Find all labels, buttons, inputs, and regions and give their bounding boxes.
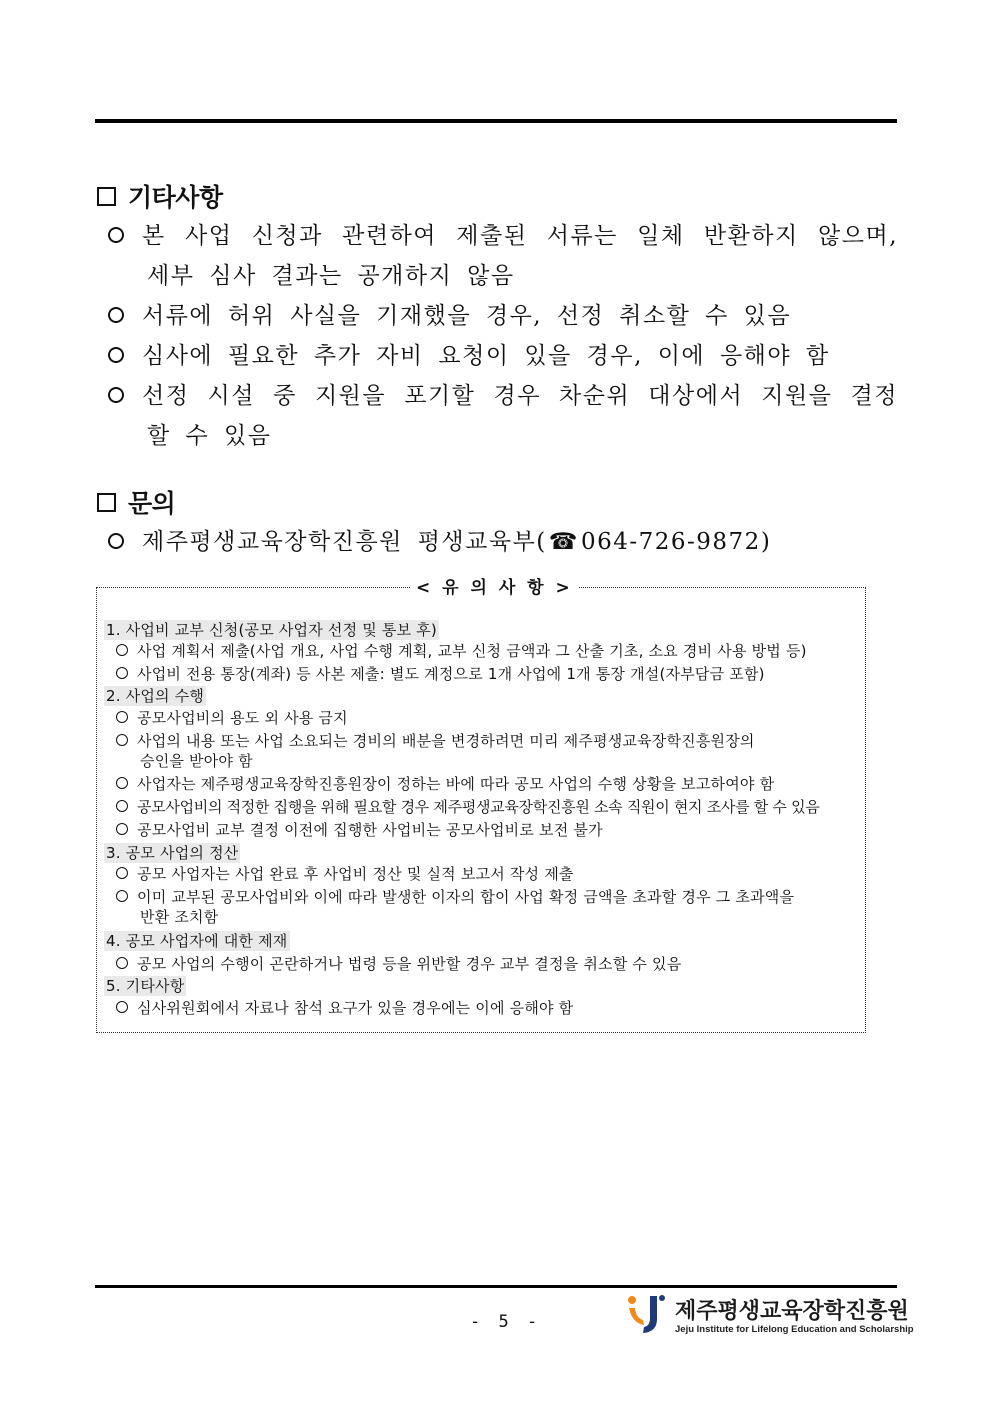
notice-heading: 3. 공모 사업의 정산 — [106, 844, 239, 862]
notice-item: 사업 계획서 제출(사업 개요, 사업 수행 계획, 교부 신청 금액과 그 산출 기초, 소요 경비 사용 방법 등) — [116, 641, 866, 661]
section-heading-other — [97, 178, 223, 214]
notice-item: 사업자는 제주평생교육장학진흥원장이 정하는 바에 따라 공모 사업의 수행 상황을 보고하여야 함 — [116, 774, 866, 794]
circle-bullet-icon — [108, 307, 124, 323]
page-number: - 5 - — [470, 1312, 542, 1332]
notice-item: 이미 교부된 공모사업비와 이에 따라 발생한 이자의 합이 사업 확정 금액을 초과할 경우 그 초과액을 — [116, 887, 866, 907]
notice-heading: 2. 사업의 수행 — [106, 687, 205, 705]
notice-item: 공모 사업의 수행이 곤란하거나 법령 등을 위반할 경우 교부 결정을 취소할 수 있음 — [116, 954, 866, 974]
circle-bullet-icon — [108, 387, 124, 403]
list-item — [108, 216, 898, 256]
bullet-text: 심사에 필요한 추가 자비 요청이 있을 경우, 이에 응해야 함 — [142, 343, 830, 369]
bullet-continuation: 세부 심사 결과는 공개하지 않음 — [147, 263, 515, 289]
square-bullet-icon — [97, 187, 116, 206]
bullet-text: 본 사업 신청과 관련하여 제출된 서류는 일체 반환하지 않으며, — [142, 223, 898, 249]
list-item — [108, 336, 898, 376]
bottom-rule — [95, 1285, 897, 1288]
bullet-text: 선정 시설 중 지원을 포기할 경우 차순위 대상에서 지원을 결정 — [142, 383, 898, 409]
circle-bullet-icon — [116, 890, 128, 902]
notice-item: 공모사업비의 용도 외 사용 금지 — [116, 708, 866, 728]
list-item — [108, 296, 898, 336]
notice-heading: 4. 공모 사업자에 대한 제재 — [106, 932, 288, 950]
notice-item-continuation: 승인을 받아야 함 — [140, 752, 253, 770]
circle-bullet-icon — [108, 533, 124, 549]
notice-heading: 1. 사업비 교부 신청(공모 사업자 선정 및 통보 후) — [106, 621, 437, 639]
phone-icon: ☎ — [548, 529, 579, 555]
circle-bullet-icon — [108, 227, 124, 243]
contact-org: 제주평생교육장학진흥원 평생교육부( — [142, 529, 547, 555]
notice-item: 심사위원회에서 자료나 참석 요구가 있을 경우에는 이에 응해야 함 — [116, 998, 866, 1018]
circle-bullet-icon — [116, 1001, 128, 1013]
circle-bullet-icon — [116, 867, 128, 879]
square-bullet-icon — [97, 493, 116, 512]
circle-bullet-icon — [116, 667, 128, 679]
notice-item: 사업비 전용 통장(계좌) 등 사본 제출: 별도 계정으로 1개 사업에 1개 통장 개설(자부담금 포함) — [116, 664, 866, 684]
notice-heading: 5. 기타사항 — [106, 977, 185, 995]
contact-text — [142, 522, 898, 562]
circle-bullet-icon — [116, 711, 128, 723]
contact-item — [108, 522, 898, 562]
notice-item: 공모사업비 교부 결정 이전에 집행한 사업비는 공모사업비로 보전 불가 — [116, 820, 866, 840]
bullet-text: 서류에 허위 사실을 기재했을 경우, 선정 취소할 수 있음 — [142, 303, 792, 329]
notice-item-continuation: 반환 조치함 — [140, 908, 219, 926]
circle-bullet-icon — [116, 957, 128, 969]
list-item — [108, 376, 898, 416]
phone-number: 064-726-9872) — [580, 529, 772, 555]
institute-logo-icon — [626, 1293, 666, 1335]
circle-bullet-icon — [116, 823, 128, 835]
section-heading-inquiry — [97, 484, 175, 520]
circle-bullet-icon — [116, 777, 128, 789]
top-rule — [95, 119, 897, 123]
institute-name-ko: 제주평생교육장학진흥원 — [675, 1299, 909, 1324]
notice-item: 공모 사업자는 사업 완료 후 사업비 정산 및 실적 보고서 작성 제출 — [116, 864, 866, 884]
institute-name-en: Jeju Institute for Lifelong Education and Scholarship — [675, 1324, 914, 1335]
bullet-continuation: 할 수 있음 — [147, 423, 272, 449]
circle-bullet-icon — [108, 347, 124, 363]
circle-bullet-icon — [116, 644, 128, 656]
circle-bullet-icon — [116, 734, 128, 746]
notice-title: < 유 의 사 항 > — [410, 573, 579, 598]
section-title: 기타사항 — [128, 183, 223, 212]
notice-item: 공모사업비의 적정한 집행을 위해 필요할 경우 제주평생교육장학진흥원 소속 직원이 현지 조사를 할 수 있음 — [116, 797, 866, 817]
notice-item: 사업의 내용 또는 사업 소요되는 경비의 배분을 변경하려면 미리 제주평생교육장학진흥원장의 — [116, 731, 866, 751]
section-title: 문의 — [128, 489, 176, 518]
circle-bullet-icon — [116, 800, 128, 812]
